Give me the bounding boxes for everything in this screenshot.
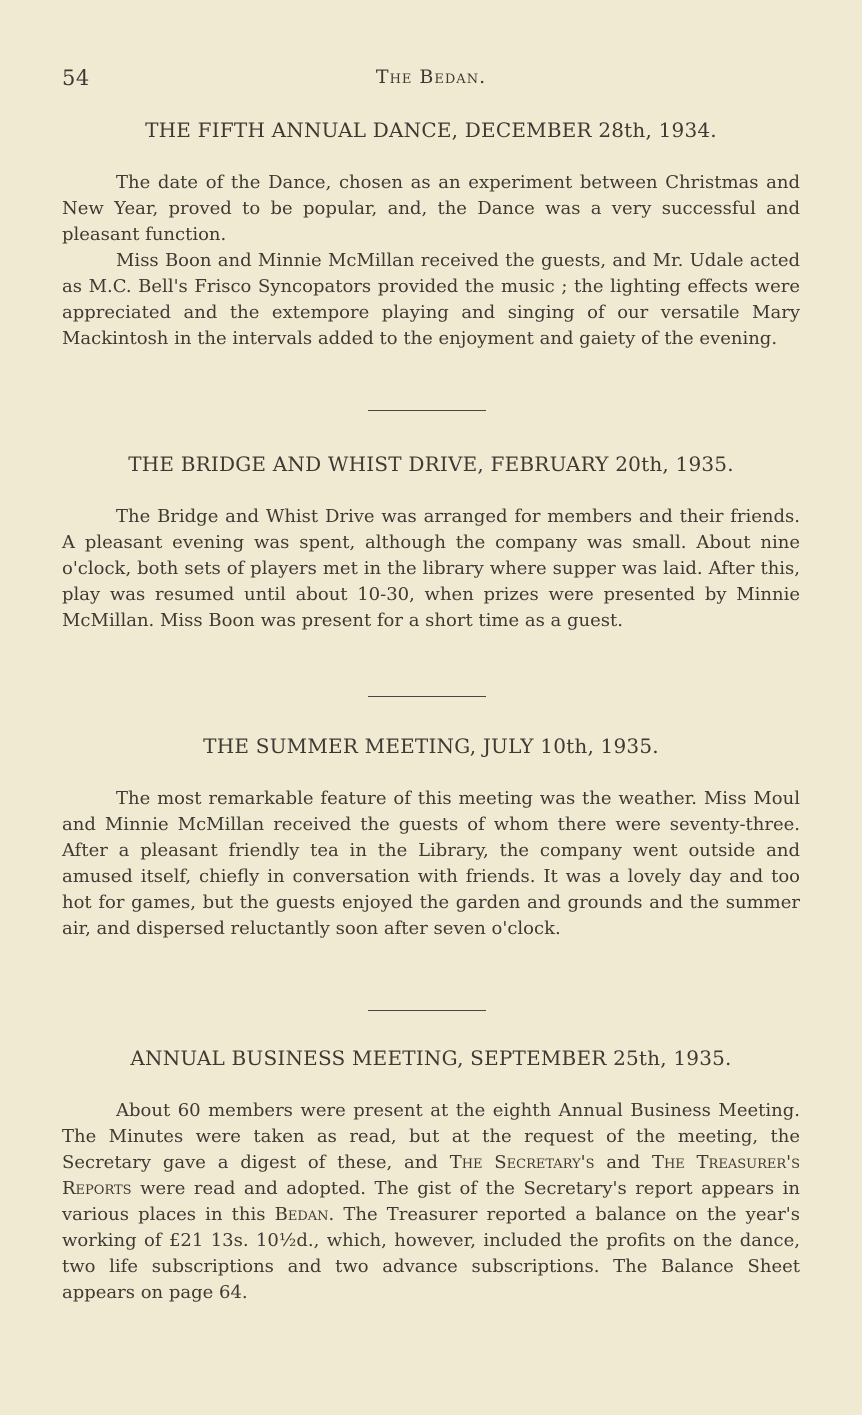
section-annual-business-meeting	[62, 1044, 800, 1306]
paragraph: The most remarkable feature of this meeting was the weather. Miss Moul and Minnie McMillan received the guests of whom there were seventy-three. After a pleasant friendly tea in the Library, the company went outside and amused itself, chiefly in conversation with friends. It was a lovely day and too hot for games, but the guests enjoyed the garden and grounds and the summer air, and dispersed reluctantly soon after seven o'clock.	[62, 788, 800, 939]
paragraph-text: . The Treasurer reported a balance on the year's working of £21 13s. 10½d., which, however, included the profits on the dance, two life subscriptions and two advance subscriptions. The Balance Sheet appears on page 64.	[62, 1204, 800, 1303]
section-heading: THE FIFTH ANNUAL DANCE, DECEMBER 28th, 1934.	[145, 118, 717, 142]
publication-name: Bedan	[274, 1204, 329, 1225]
running-head	[62, 66, 800, 98]
page-number: 54	[62, 66, 90, 90]
paragraph-text: and	[594, 1152, 652, 1173]
section-bridge-whist-drive	[62, 450, 800, 634]
paragraph-text: About 60 members were present at the eighth Annual Business Meeting. The Minutes were taken as read, but at the request of the meeting, the Secretary gave a digest of these, and	[62, 1100, 800, 1173]
secretary-report-title: The Secretary's	[449, 1152, 595, 1173]
treasurer-report-title: The Treasurer's Reports	[62, 1152, 801, 1199]
section-summer-meeting	[62, 732, 800, 942]
section-heading: ANNUAL BUSINESS MEETING, SEPTEMBER 25th, 1935.	[130, 1046, 732, 1070]
section-divider	[368, 410, 486, 411]
section-divider	[368, 1010, 486, 1011]
section-divider	[368, 696, 486, 697]
section-heading: THE BRIDGE AND WHIST DRIVE, FEBRUARY 20th, 1935.	[128, 452, 734, 476]
section-annual-dance	[62, 116, 800, 352]
running-title: The Bedan.	[375, 66, 487, 88]
section-heading: THE SUMMER MEETING, JULY 10th, 1935.	[203, 734, 659, 758]
paragraph-text: were read and adopted. The gist of the Secretary's report appears in various places in this	[62, 1178, 800, 1225]
paragraph: The date of the Dance, chosen as an experiment between Christmas and New Year, proved to be popular, and, the Dance was a very successful and pleasant function.	[62, 172, 800, 245]
paragraph: Miss Boon and Minnie McMillan received the guests, and Mr. Udale acted as M.C. Bell's Frisco Syncopators provided the music ; the lighting effects were appreciated and the extempore playing and singing of our versatile Mary Mackintosh in the intervals added to the enjoyment and gaiety of the evening.	[62, 250, 800, 349]
paragraph	[62, 1098, 800, 1306]
paragraph: The Bridge and Whist Drive was arranged for members and their friends. A pleasant evening was spent, although the company was small. About nine o'clock, both sets of players met in the library where supper was laid. After this, play was resumed until about 10-30, when prizes were presented by Minnie McMillan. Miss Boon was present for a short time as a guest.	[62, 506, 800, 631]
